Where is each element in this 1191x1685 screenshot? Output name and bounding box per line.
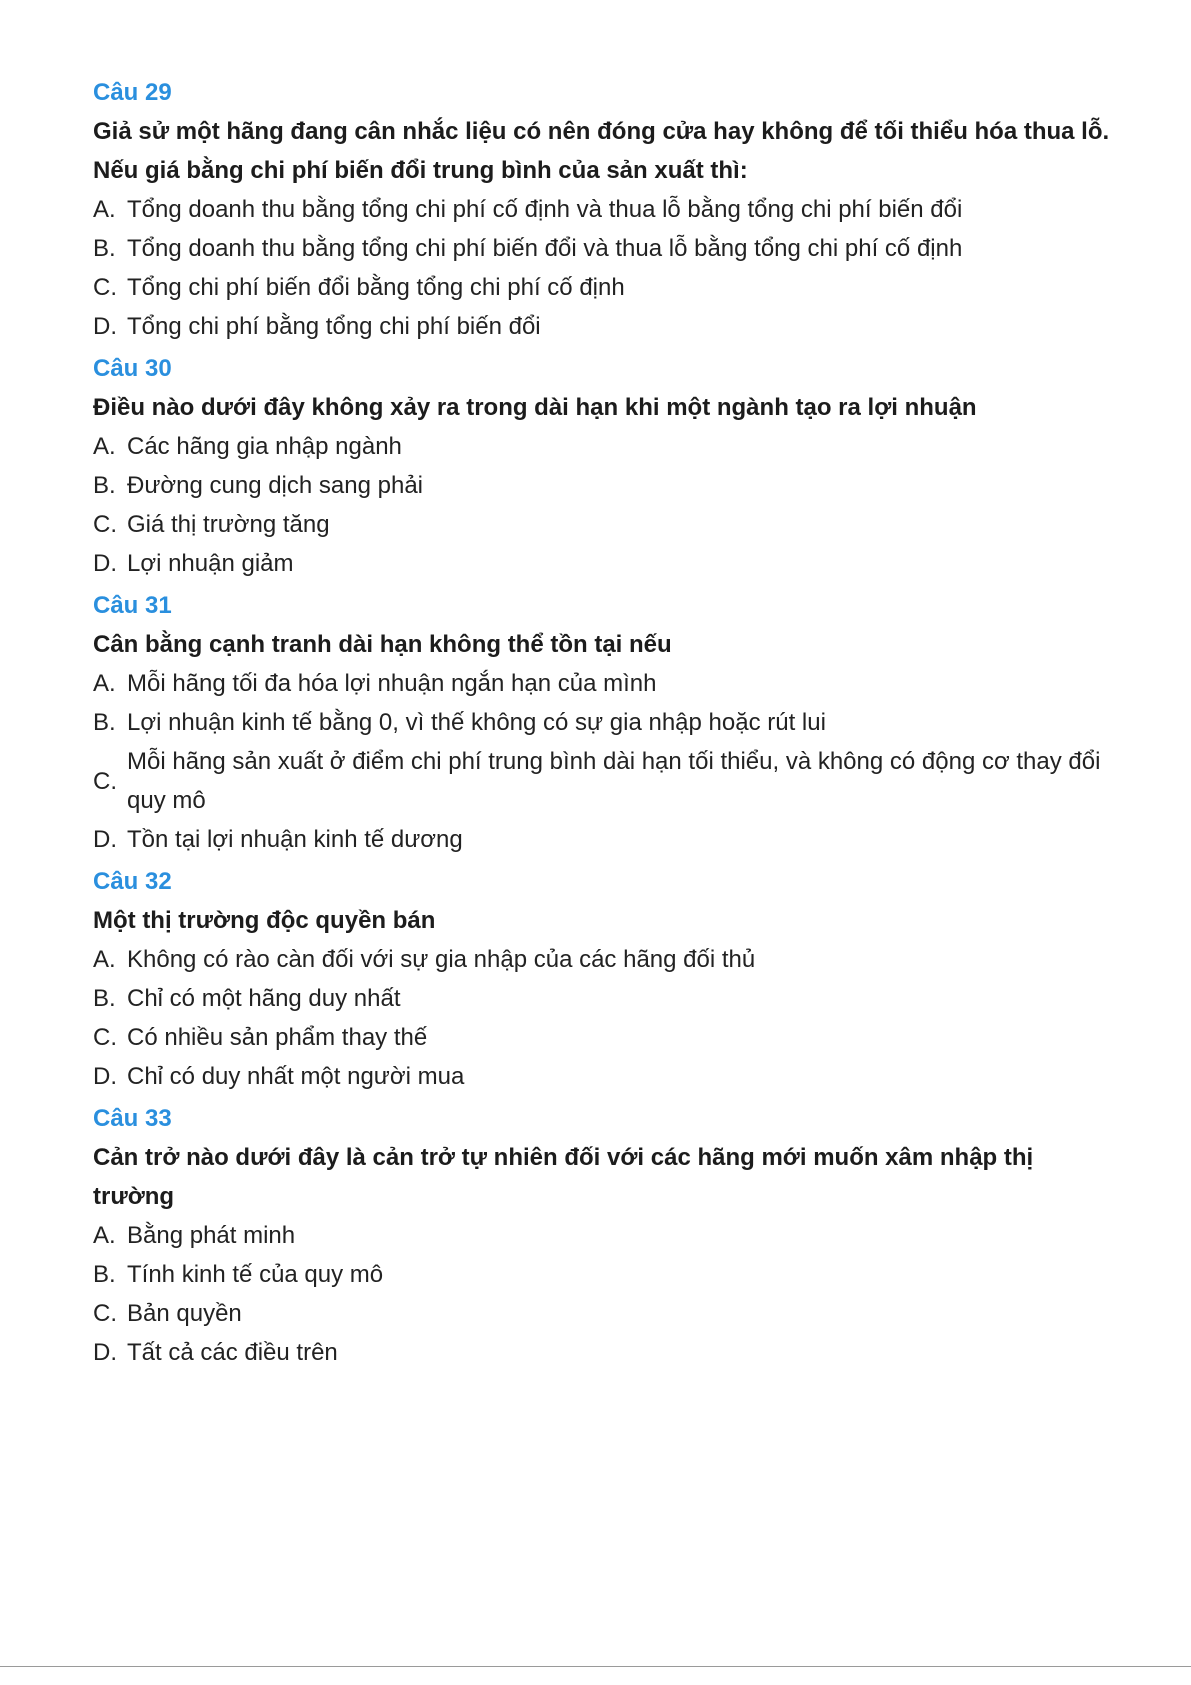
option-letter: C. [93, 511, 117, 538]
option-b[interactable] [93, 466, 1113, 505]
option-list [93, 1216, 1113, 1372]
option-c[interactable] [93, 268, 1113, 307]
option-c[interactable] [93, 505, 1113, 544]
question-number: Câu 33 [93, 1105, 172, 1132]
option-letter: A. [93, 196, 116, 223]
option-letter: B. [93, 709, 116, 736]
option-text: Lợi nhuận kinh tế bằng 0, vì thế không có sự gia nhập hoặc rút lui [127, 709, 826, 736]
option-letter: A. [93, 946, 116, 973]
question-stem: Cản trở nào dưới đây là cản trở tự nhiên đối với các hãng mới muốn xâm nhập thị trường [93, 1144, 1034, 1210]
option-a[interactable] [93, 1216, 1113, 1255]
option-letter: B. [93, 985, 116, 1012]
option-b[interactable] [93, 1255, 1113, 1294]
option-c[interactable] [93, 742, 1113, 820]
option-text: Không có rào càn đối với sự gia nhập của các hãng đối thủ [127, 946, 756, 973]
option-letter: A. [93, 1222, 116, 1249]
option-text: Tổng doanh thu bằng tổng chi phí biến đổi và thua lỗ bằng tổng chi phí cố định [127, 235, 963, 262]
question-stem: Giả sử một hãng đang cân nhắc liệu có nên đóng cửa hay không để tối thiểu hóa thua lỗ. Nếu giá bằng chi phí biến đổi trung bình của sản xuất thì: [93, 118, 1110, 184]
option-list [93, 427, 1113, 583]
question-32 [93, 863, 1113, 1096]
question-31 [93, 587, 1113, 859]
option-text: Đường cung dịch sang phải [127, 472, 423, 499]
option-text: Lợi nhuận giảm [127, 550, 294, 577]
option-text: Chỉ có một hãng duy nhất [127, 985, 401, 1012]
option-b[interactable] [93, 703, 1113, 742]
option-text: Chỉ có duy nhất một người mua [127, 1063, 465, 1090]
option-text: Tính kinh tế của quy mô [127, 1261, 384, 1288]
option-d[interactable] [93, 544, 1113, 583]
option-c[interactable] [93, 1018, 1113, 1057]
option-text: Tất cả các điều trên [127, 1339, 338, 1366]
option-text: Mỗi hãng tối đa hóa lợi nhuận ngắn hạn của mình [127, 670, 657, 697]
question-29 [93, 74, 1113, 346]
question-33 [93, 1100, 1113, 1372]
question-number: Câu 32 [93, 868, 172, 895]
option-letter: C. [93, 767, 117, 795]
option-list [93, 940, 1113, 1096]
question-number: Câu 29 [93, 79, 172, 106]
option-text: Tồn tại lợi nhuận kinh tế dương [127, 826, 463, 853]
option-text: Tổng chi phí biến đổi bằng tổng chi phí cố định [127, 274, 625, 301]
option-letter: B. [93, 472, 116, 499]
question-number: Câu 30 [93, 355, 172, 382]
option-text: Có nhiều sản phẩm thay thế [127, 1024, 428, 1051]
option-a[interactable] [93, 190, 1113, 229]
option-b[interactable] [93, 229, 1113, 268]
option-letter: D. [93, 550, 117, 577]
option-letter: D. [93, 826, 117, 853]
question-30 [93, 350, 1113, 583]
option-a[interactable] [93, 664, 1113, 703]
question-number: Câu 31 [93, 592, 172, 619]
option-letter: B. [93, 1261, 116, 1288]
option-d[interactable] [93, 307, 1113, 346]
option-c[interactable] [93, 1294, 1113, 1333]
option-b[interactable] [93, 979, 1113, 1018]
option-letter: C. [93, 274, 117, 301]
option-letter: D. [93, 1063, 117, 1090]
option-text: Các hãng gia nhập ngành [127, 433, 402, 460]
option-d[interactable] [93, 820, 1113, 859]
option-letter: D. [93, 313, 117, 340]
option-list [93, 664, 1113, 859]
option-letter: D. [93, 1339, 117, 1366]
option-letter: C. [93, 1024, 117, 1051]
option-text: Tổng doanh thu bằng tổng chi phí cố định và thua lỗ bằng tổng chi phí biến đổi [127, 196, 963, 223]
option-text: Mỗi hãng sản xuất ở điểm chi phí trung bình dài hạn tối thiểu, và không có động cơ thay đổi quy mô [127, 748, 1101, 814]
option-d[interactable] [93, 1057, 1113, 1096]
option-a[interactable] [93, 940, 1113, 979]
option-text: Bản quyền [127, 1300, 242, 1327]
option-text: Giá thị trường tăng [127, 511, 330, 538]
question-stem: Một thị trường độc quyền bán [93, 907, 436, 934]
option-letter: A. [93, 670, 116, 697]
option-text: Bằng phát minh [127, 1222, 296, 1249]
question-stem: Điều nào dưới đây không xảy ra trong dài hạn khi một ngành tạo ra lợi nhuận [93, 394, 977, 421]
option-letter: A. [93, 433, 116, 460]
option-d[interactable] [93, 1333, 1113, 1372]
quiz-page [93, 74, 1113, 1376]
question-stem: Cân bằng cạnh tranh dài hạn không thể tồn tại nếu [93, 631, 672, 658]
option-a[interactable] [93, 427, 1113, 466]
option-text: Tổng chi phí bằng tổng chi phí biến đổi [127, 313, 541, 340]
option-letter: C. [93, 1300, 117, 1327]
option-list [93, 190, 1113, 346]
option-letter: B. [93, 235, 116, 262]
page-bottom-divider [0, 1666, 1191, 1667]
